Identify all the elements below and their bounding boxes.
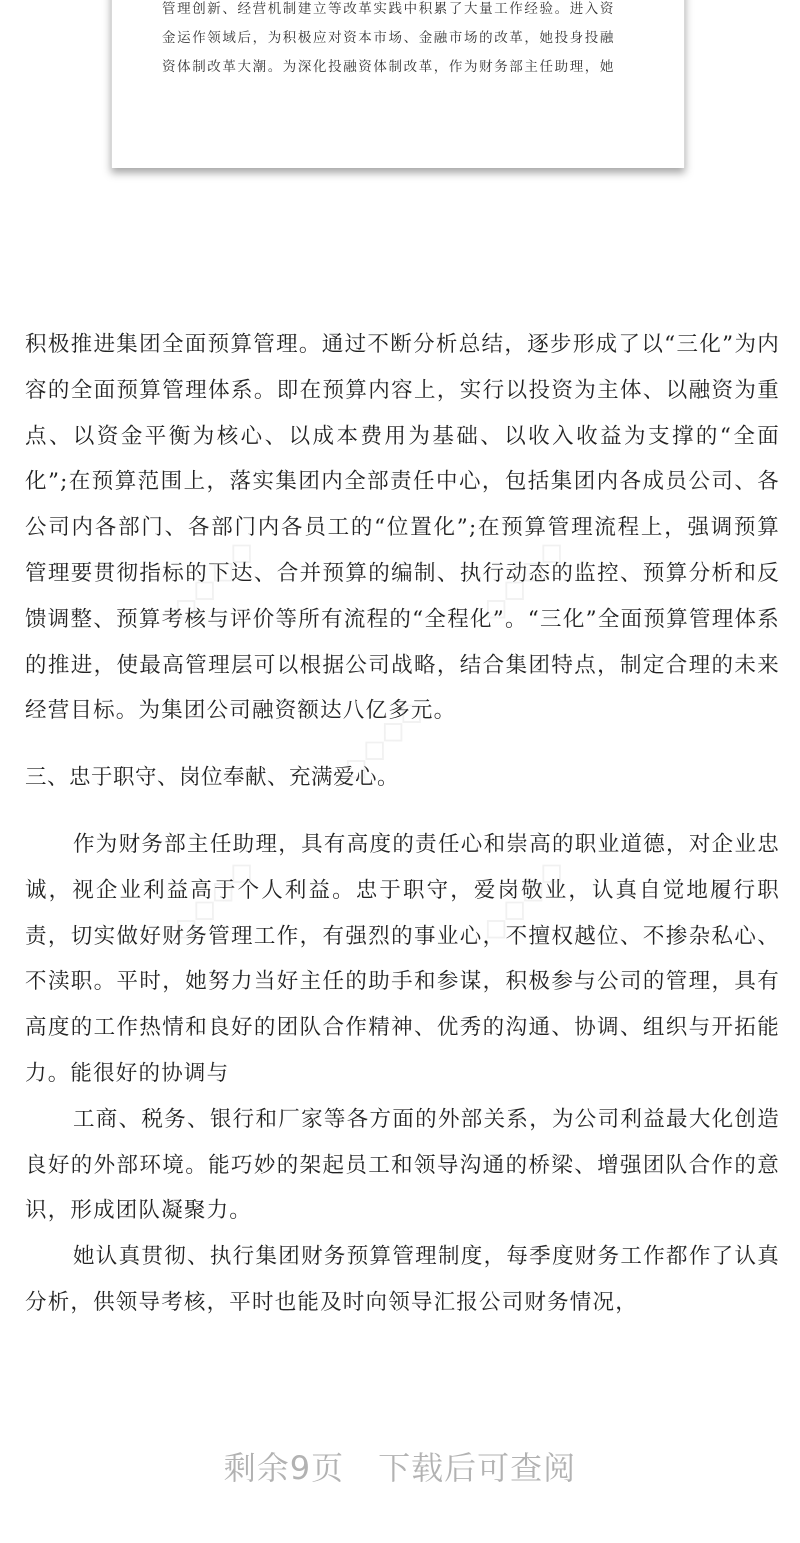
preview-text-line: 金运作领域后，为积极应对资本市场、金融市场的改革，她投身投融 <box>162 30 615 46</box>
watermark-logo: ◇◇◇◇ <box>161 848 264 952</box>
download-to-view-label[interactable]: 下载后可查阅 <box>378 1449 577 1487</box>
document-body <box>25 322 780 1326</box>
remaining-pages-label: 剩余9页 <box>223 1449 345 1487</box>
preview-text-line: 资体制改革大潮。为深化投融资体制改革，作为财务部主任助理，她 <box>162 59 615 75</box>
download-prompt[interactable] <box>0 1440 800 1496</box>
body-paragraph: 作为财务部主任助理，具有高度的责任心和崇高的职业道德，对企业忠诚，视企业利益高于个人利益。忠于职守，爱岗敬业，认真自觉地履行职责，切实做好财务管理工作，有强烈的事业心，不擅权越位、不掺杂私心、不渎职。平时，她努力当好主任的助手和参谋，积极参与公司的管理，具有高度的工作热情和良好的团队合作精神、优秀的沟通、协调、组织与开拓能力。能很好的协调与 <box>25 831 780 1086</box>
section-heading: 三、忠于职守、岗位奉献、充满爱心。 <box>25 765 400 791</box>
document-preview-card <box>111 0 685 168</box>
watermark-logo: ◇◇◇◇ <box>471 528 574 632</box>
watermark-logo: ◇◇◇◇ <box>471 848 574 952</box>
preview-text-line: 管理创新、经营机制建立等改革实践中积累了大量工作经验。进入资 <box>162 1 615 17</box>
body-paragraph: 积极推进集团全面预算管理。通过不断分析总结，逐步形成了以“三化”为内容的全面预算管理体系。即在预算内容上，实行以投资为主体、以融资为重点、以资金平衡为核心、以成本费用为基础、以收入收益为支撑的“全面化”;在预算范围上，落实集团内全部责任中心，包括集团内各成员公司、各公司内各部门、各部门内各员工的“位置化”;在预算管理流程上，强调预算管理要贯彻指标的下达、合并预算的编制、执行动态的监控、预算分析和反馈调整、预算考核与评价等所有流程的“全程化”。“三化”全面预算管理体系的推进，使最高管理层可以根据公司战略，结合集团特点，制定合理的未来经营目标。为集团公司融资额达八亿多元。 <box>25 332 780 724</box>
body-paragraph: 她认真贯彻、执行集团财务预算管理制度，每季度财务工作都作了认真分析，供领导考核，平时也能及时向领导汇报公司财务情况， <box>25 1244 780 1315</box>
watermark-logo: ◇◇◇◇ <box>161 528 264 632</box>
watermark-logo: ◇◇◇◇ <box>331 688 434 792</box>
body-paragraph: 工商、税务、银行和厂家等各方面的外部关系，为公司利益最大化创造良好的外部环境。能巧妙的架起员工和领导沟通的桥梁、增强团队合作的意识，形成团队凝聚力。 <box>25 1106 780 1224</box>
